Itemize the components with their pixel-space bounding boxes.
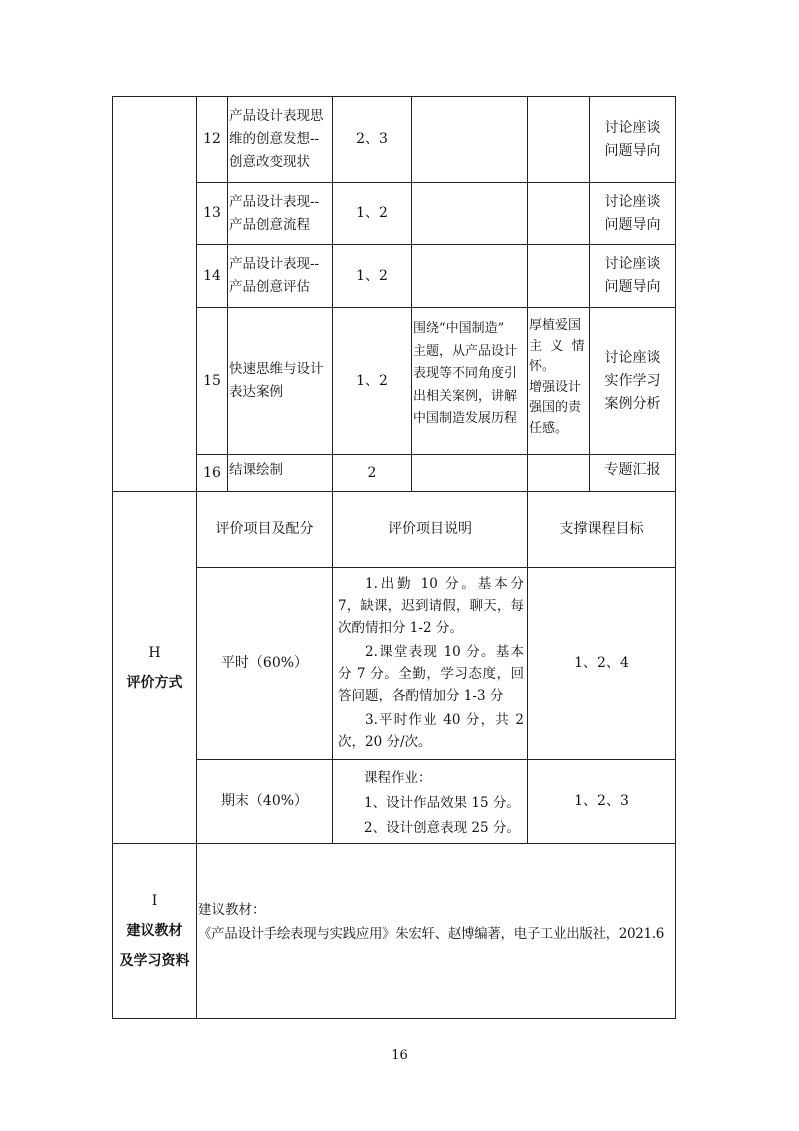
regular-desc: 1.出勤 10 分。基本分 7，缺课，迟到请假，聊天，每次酌情扣分 1-2 分。 2.课堂表现 10 分。基本分 7 分。全勤，学习态度，回答问题，各酌情加分 1-3 分 3.平时作业 40 分，共 2 次，20 分/次。 xyxy=(338,576,524,750)
header-item: 评价项目及配分 xyxy=(215,521,314,537)
final-goals: 1、2、3 xyxy=(574,793,629,809)
final-label: 期末（40%） xyxy=(220,793,309,809)
final-desc: 课程作业： 1、设计作品效果 15 分。 2、设计创意表现 25 分。 xyxy=(364,770,520,836)
week-number: 13 xyxy=(203,205,221,221)
topic-cell: 快速思维与设计 表达案例 xyxy=(229,361,324,400)
regular-goals: 1、2、4 xyxy=(574,655,629,671)
week-number: 15 xyxy=(203,372,221,389)
section-h-label: H 评价方式 xyxy=(126,644,183,691)
method-cell: 讨论座谈 问题导向 xyxy=(604,119,661,159)
goals-cell: 1、2 xyxy=(356,205,388,221)
effect-cell: 厚植爱国 主 义 情 怀。 增强设计 强国的责 任感。 xyxy=(529,318,585,436)
header-desc: 评价项目说明 xyxy=(388,521,472,537)
ideology-cell: 围绕“中国制造” 主题，从产品设计 表现等不同角度引 出相关案例，讲解 中国制造发展历程 xyxy=(413,321,518,426)
method-cell: 讨论座谈 问题导向 xyxy=(604,193,661,233)
topic-cell: 产品设计表现思 维的创意发想-- 创意改变现状 xyxy=(229,108,324,170)
week-number: 12 xyxy=(203,131,221,147)
topic-cell: 产品设计表现-- 产品创意流程 xyxy=(229,193,320,233)
header-goal: 支撑课程目标 xyxy=(559,521,644,537)
topic-cell: 结课绘制 xyxy=(229,462,283,478)
section-i-label: I 建议教材 及学习资料 xyxy=(119,893,190,969)
topic-cell: 产品设计表现-- 产品创意评估 xyxy=(229,256,320,295)
method-cell: 专题汇报 xyxy=(604,461,661,478)
page-number: 16 xyxy=(391,1048,408,1063)
goals-cell: 1、2 xyxy=(356,372,388,389)
method-cell: 讨论座谈 实作学习 案例分析 xyxy=(604,349,661,412)
week-number: 16 xyxy=(203,464,221,481)
goals-cell: 2 xyxy=(367,464,377,481)
regular-label: 平时（60%） xyxy=(220,655,309,671)
textbook-content: 建议教材： 《产品设计手绘表现与实践应用》朱宏轩、赵博编著，电子工业出版社，2021.6 xyxy=(198,902,664,942)
goals-cell: 1、2 xyxy=(356,267,388,284)
method-cell: 讨论座谈 问题导向 xyxy=(604,256,661,295)
goals-cell: 2、3 xyxy=(356,131,388,147)
week-number: 14 xyxy=(203,267,221,284)
